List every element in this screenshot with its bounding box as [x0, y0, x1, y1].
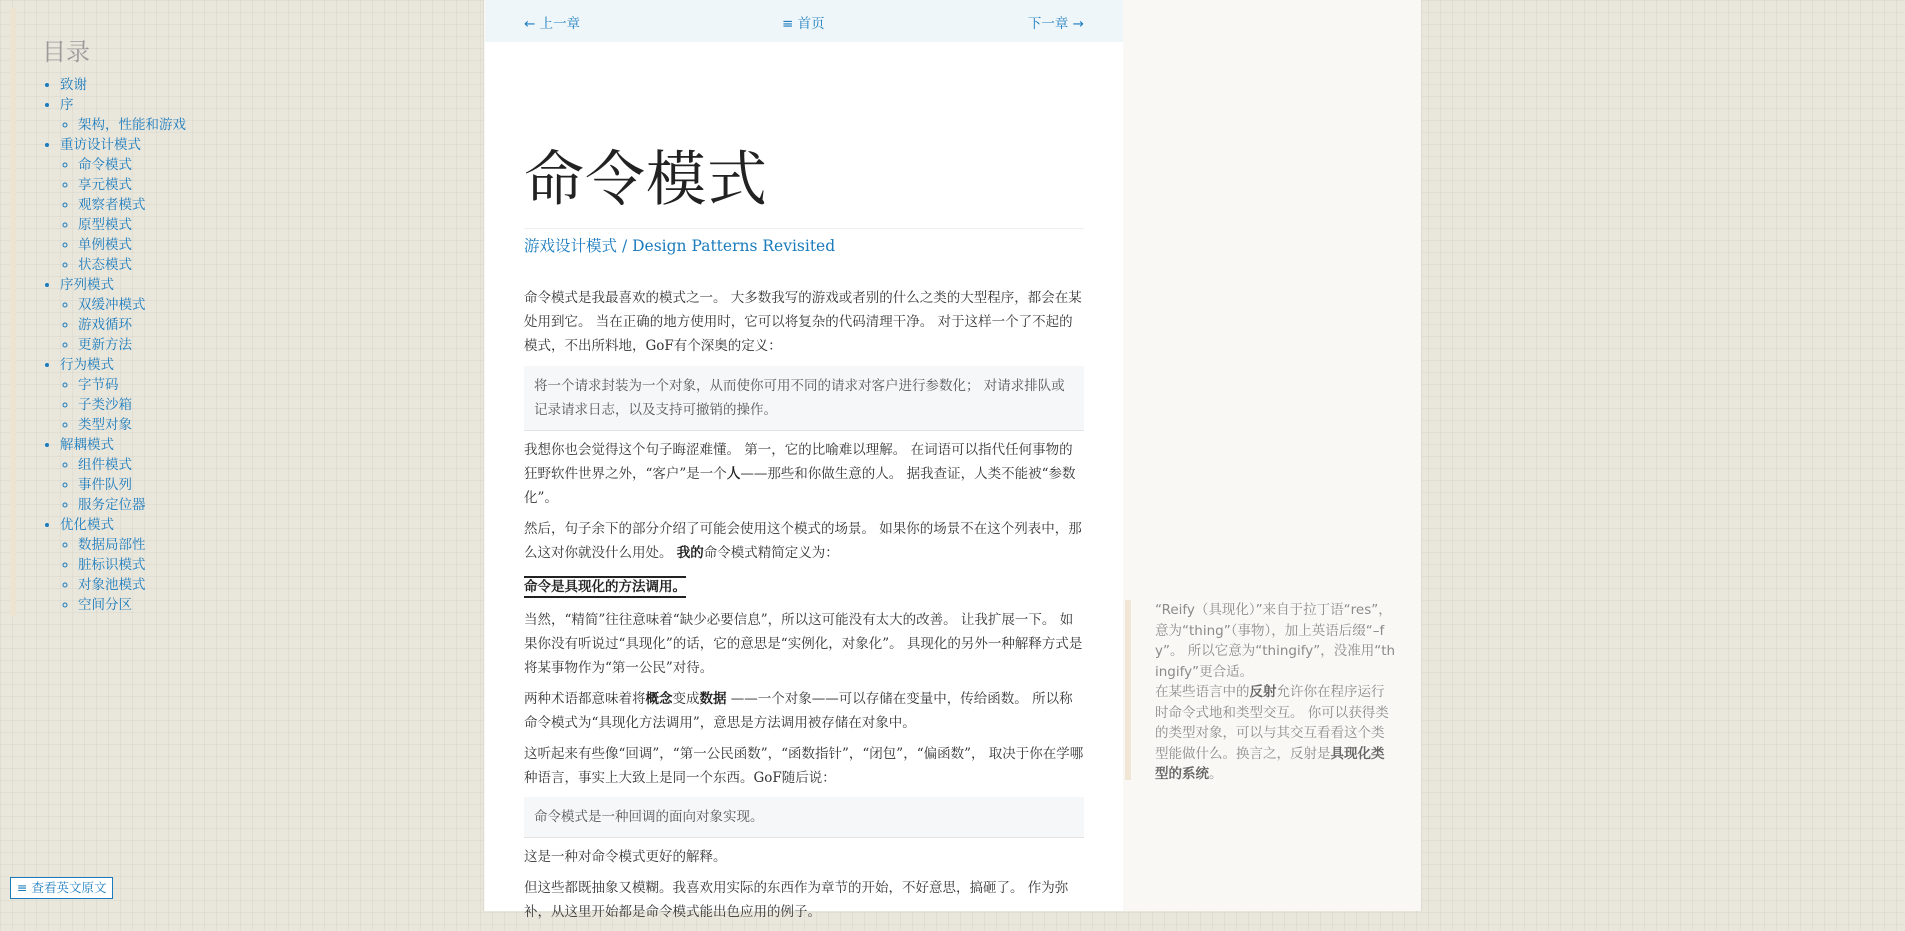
toc-link[interactable]: 状态模式 — [78, 257, 132, 273]
chapter-nav — [485, 0, 1123, 42]
toc-item-acknowledgements[interactable] — [60, 75, 450, 95]
toc-link[interactable]: 数据局部性 — [78, 537, 146, 553]
toc-link[interactable]: 解耦模式 — [60, 437, 114, 453]
toc-title: 目录 — [42, 38, 90, 66]
toc-link[interactable]: 游戏循环 — [78, 317, 132, 333]
paragraph: 这是一种对命令模式更好的解释。 — [524, 849, 727, 865]
toc-link[interactable]: 更新方法 — [78, 337, 132, 353]
toc-link[interactable]: 事件队列 — [78, 477, 132, 493]
emphasis: 数据 — [699, 691, 727, 707]
toc-link[interactable]: 行为模式 — [60, 357, 114, 373]
emphasis: 人 — [726, 466, 741, 482]
toc-link[interactable]: 序列模式 — [60, 277, 114, 293]
paragraph — [524, 517, 1084, 565]
breadcrumb-book-link[interactable]: 游戏设计模式 — [524, 237, 618, 255]
text-span: 变成 — [672, 691, 700, 707]
toc-link[interactable]: 字节码 — [78, 377, 119, 393]
toc-link[interactable]: 脏标识模式 — [78, 557, 146, 573]
toc-subitem[interactable] — [78, 555, 450, 575]
emphasis: 概念 — [645, 691, 673, 707]
toc-subitem[interactable] — [78, 415, 450, 435]
toc-subitem[interactable] — [78, 255, 450, 275]
toc-link[interactable]: 序 — [60, 97, 74, 113]
toc-link[interactable]: 命令模式 — [78, 157, 132, 173]
toc-item-design-patterns-revisited[interactable] — [60, 135, 450, 275]
article — [524, 145, 1084, 931]
breadcrumb-separator: / — [621, 237, 628, 255]
main-content — [485, 0, 1123, 920]
paragraph — [524, 438, 1084, 510]
toc-link[interactable]: 重访设计模式 — [60, 137, 141, 153]
toc-subitem[interactable] — [78, 575, 450, 595]
toc-subitem[interactable] — [78, 295, 450, 315]
toc-link[interactable]: 享元模式 — [78, 177, 132, 193]
emphasis: 具现化类型的系统 — [1155, 745, 1385, 782]
blockquote: 命令模式是一种回调的面向对象实现。 — [524, 797, 1084, 838]
margin-note — [1125, 600, 1397, 780]
aside-paragraph: “Reify（具现化）”来自于拉丁语“res”，意为“thing”（事物），加上英语后缀“–fy”。 所以它意为“thingify”，没准用“thingify”更合适。 — [1155, 602, 1396, 680]
toc-item-decoupling-patterns[interactable] — [60, 435, 450, 515]
toc-list — [42, 75, 450, 615]
paragraph: 命令模式是我最喜欢的模式之一。 大多数我写的游戏或者别的什么之类的大型程序，都会在某处用到它。 当在正确的地方使用时，它可以将复杂的代码清理干净。 对于这样一个了不起的模式，不出所料地，GoF有个深奥的定义： — [524, 290, 1082, 354]
toc-link[interactable]: 双缓冲模式 — [78, 297, 146, 313]
article-body — [524, 286, 1084, 924]
view-english-button[interactable]: ≡ 查看英文原文 — [10, 877, 113, 899]
toc-subitem[interactable] — [78, 595, 450, 615]
toc-link[interactable]: 对象池模式 — [78, 577, 146, 593]
emphasis: 反射 — [1249, 684, 1277, 700]
emphasis: 我的 — [676, 545, 704, 561]
aside-paragraph — [1155, 682, 1397, 785]
toc-subitem[interactable] — [78, 395, 450, 415]
text-span: 两种术语都意味着将 — [524, 691, 646, 707]
toc-item-optimization-patterns[interactable] — [60, 515, 450, 615]
paragraph — [524, 687, 1084, 735]
toc-link[interactable]: 空间分区 — [78, 597, 132, 613]
toc-link[interactable]: 服务定位器 — [78, 497, 146, 513]
breadcrumb-section-link[interactable]: Design Patterns Revisited — [632, 237, 836, 255]
toc-item-behavioral-patterns[interactable] — [60, 355, 450, 435]
table-of-contents — [10, 8, 450, 616]
toc-link[interactable]: 原型模式 — [78, 217, 132, 233]
paragraph: 但这些都既抽象又模糊。我喜欢用实际的东西作为章节的开始，不好意思，搞砸了。 作为弥补，从这里开始都是命令模式能出色应用的例子。 — [524, 880, 1069, 920]
prev-chapter-link[interactable]: ← 上一章 — [524, 16, 581, 32]
toc-subitem[interactable] — [78, 235, 450, 255]
text-span: 。 — [1209, 766, 1223, 782]
text-span: 然后，句子余下的部分介绍了可能会使用这个模式的场景。 如果你的场景不在这个列表中，那么这对你就没什么用处。 — [524, 521, 1082, 561]
toc-subitem[interactable] — [78, 375, 450, 395]
text-span: 在某些语言中的 — [1155, 684, 1250, 700]
text-span: ——那些和你做生意的人。 据我查证，人类不能被“参数化”。 — [524, 466, 1076, 506]
toc-subitem[interactable] — [78, 455, 450, 475]
toc-subitem[interactable] — [78, 195, 450, 215]
toc-link[interactable]: 类型对象 — [78, 417, 132, 433]
text-span: ——一个对象——可以存储在变量中，传给函数。 所以称命令模式为“具现化方法调用”，意思是方法调用被存储在对象中。 — [524, 691, 1073, 731]
toc-link[interactable]: 架构，性能和游戏 — [78, 117, 186, 133]
definition-box: 命令是具现化的方法调用。 — [524, 576, 686, 598]
text-span: 我想你也会觉得这个句子晦涩难懂。 第一，它的比喻难以理解。 在词语可以指代任何事物的狂野软件世界之外，“客户”是一个 — [524, 442, 1073, 482]
toc-subitem[interactable] — [78, 175, 450, 195]
text-span: 允许你在程序运行时命令式地和类型交互。 你可以获得类的类型对象，可以与其交互看看这个类型能做什么。换言之，反射是 — [1155, 684, 1389, 762]
page-title: 命令模式 — [524, 150, 1084, 229]
toc-subitem[interactable] — [78, 155, 450, 175]
toc-subitem[interactable] — [78, 315, 450, 335]
toc-link[interactable]: 组件模式 — [78, 457, 132, 473]
toc-subitem[interactable] — [78, 115, 450, 135]
toc-link[interactable]: 优化模式 — [60, 517, 114, 533]
toc-link[interactable]: 子类沙箱 — [78, 397, 132, 413]
paragraph: 这听起来有些像“回调”，“第一公民函数”，“函数指针”，“闭包”，“偏函数”， 取决于你在学哪种语言，事实上大致上是同一个东西。GoF随后说： — [524, 746, 1084, 786]
home-link[interactable]: ≡ 首页 — [782, 16, 825, 32]
blockquote: 将一个请求封装为一个对象，从而使你可用不同的请求对客户进行参数化； 对请求排队或记录请求日志，以及支持可撤销的操作。 — [524, 366, 1084, 431]
breadcrumb — [524, 234, 1084, 256]
paragraph: 当然，“精简”往往意味着“缺少必要信息”，所以这可能没有太大的改善。 让我扩展一下。 如果你没有听说过“具现化”的话，它的意思是“实例化，对象化”。 具现化的另外一种解释方式是将某事物作为“第一公民”对待。 — [524, 612, 1083, 676]
toc-subitem[interactable] — [78, 475, 450, 495]
toc-subitem[interactable] — [78, 215, 450, 235]
next-chapter-link[interactable]: 下一章 → — [1027, 16, 1084, 32]
toc-subitem[interactable] — [78, 335, 450, 355]
toc-subitem[interactable] — [78, 535, 450, 555]
toc-item-sequencing-patterns[interactable] — [60, 275, 450, 355]
toc-item-preface[interactable] — [60, 95, 450, 135]
toc-link[interactable]: 单例模式 — [78, 237, 132, 253]
text-span: 命令模式精简定义为： — [703, 545, 839, 561]
toc-link[interactable]: 观察者模式 — [78, 197, 146, 213]
toc-subitem[interactable] — [78, 495, 450, 515]
toc-link[interactable]: 致谢 — [60, 77, 87, 93]
